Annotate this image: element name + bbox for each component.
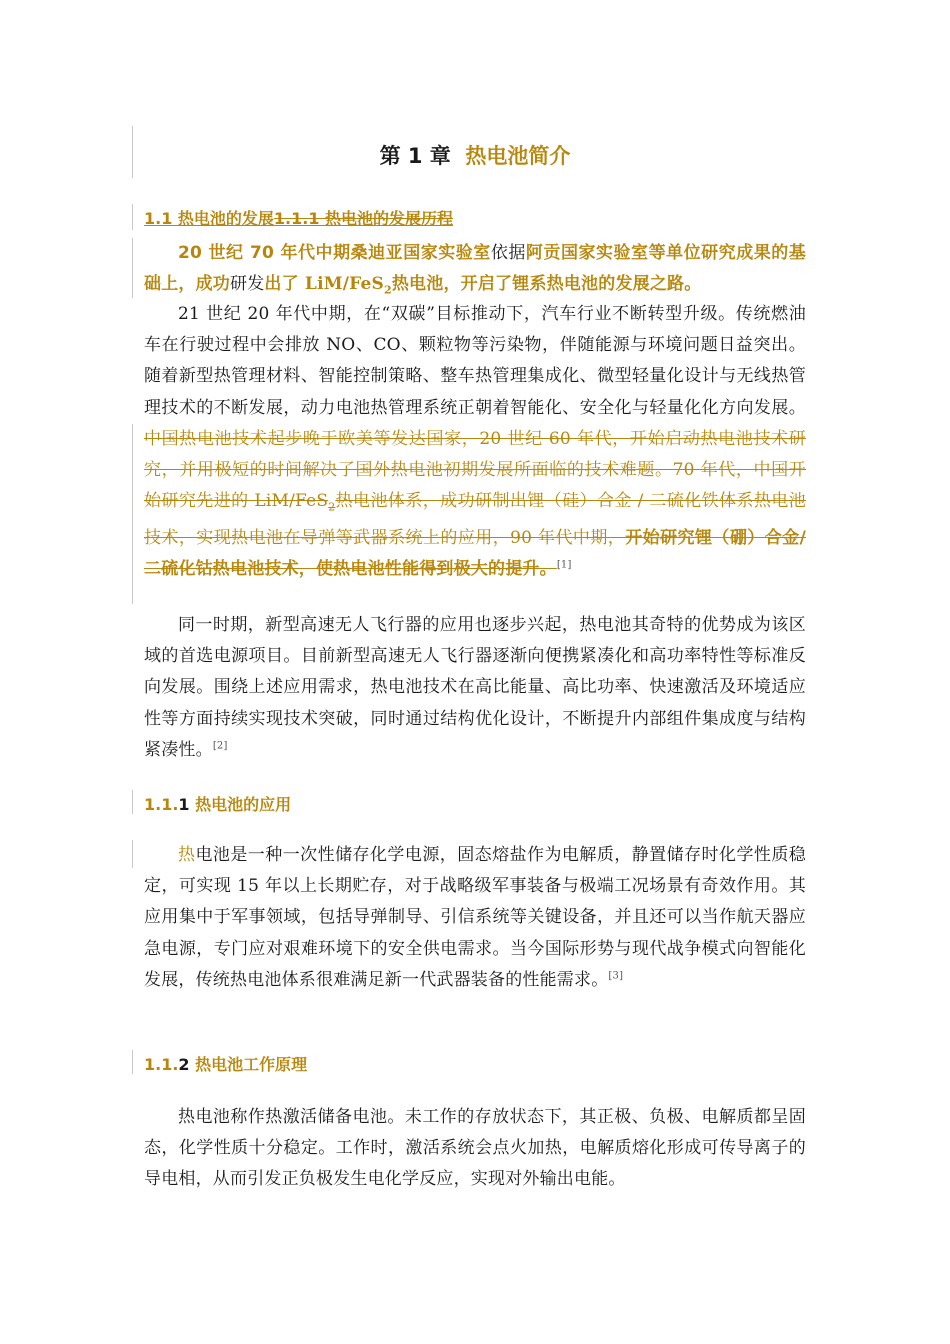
inserted-text: 热电池，开启了锂系热电池的发展之路。	[391, 274, 702, 295]
subscript: 2	[384, 283, 392, 297]
subscript: 2	[328, 500, 336, 514]
heading-title: 热电池工作原理	[195, 1055, 308, 1074]
section-heading-1-1	[144, 206, 453, 229]
paragraph-uav	[144, 610, 806, 766]
inserted-text: 出了 LiM/FeS	[264, 274, 384, 295]
paragraph-applications	[144, 840, 806, 996]
heading-part-b: 1.1.1 热电池的发展历程	[273, 209, 454, 228]
citation-ref[interactable]: [1]	[556, 559, 572, 571]
change-bar	[132, 204, 133, 230]
heading-number: 2	[178, 1055, 190, 1074]
heading-title: 热电池的应用	[195, 795, 292, 814]
chapter-title	[0, 140, 950, 170]
text-run: 电池是一种一次性储存化学电源，固态熔盐作为电解质，静置储存时化学性质稳定，可实现 15 年以上长期贮存，对于战略级军事装备与极端工况场景有奇效作用。其应用集中于军事领域，包括导弹制导、引信系统等关键设备，并且还可以当作航天器应急电源，专门应对艰难环境下的安全供电需求。当今国际形势与现代战争模式向智能化发展，传统热电池体系很难满足新一代武器装备的性能需求。	[144, 845, 806, 990]
text-run: 21 世纪 20 年代中期，在“双碳”目标推动下，汽车行业不断转型升级。传统燃油车在行驶过程中会排放 NO、CO、颗粒物等污染物，伴随能源与环境问题日益突出。随着新型热管理材料、智能控制策略、整车热管理集成化、微型轻量化设计与无线热管理技术的不断发展，动力电池热管理系统正朝着智能化、安全化与轻量化化方向发展。	[144, 304, 806, 418]
chapter-number: 第 1 章	[379, 144, 451, 168]
heading-number: 1	[178, 795, 190, 814]
heading-part-a: 1.1 热电池的发展	[144, 209, 274, 228]
change-bar	[132, 424, 133, 604]
text-run: 研发	[230, 274, 265, 295]
chapter-name: 热电池简介	[465, 144, 571, 168]
inserted-text: 热	[178, 845, 196, 865]
change-bar	[132, 790, 133, 814]
text-run: 热电池称作热激活储备电池。未工作的存放状态下，其正极、负极、电解质都呈固态，化学性质十分稳定。工作时，激活系统会点火加热，电解质熔化形成可传导离子的导电相，从而引发正负极发生电化学反应，实现对外输出电能。	[144, 1107, 806, 1190]
citation-ref[interactable]: [2]	[212, 740, 228, 752]
section-heading-principle	[144, 1052, 307, 1075]
text-run: 同一时期，新型高速无人飞行器的应用也逐步兴起，热电池其奇特的优势成为该区域的首选电源项目。目前新型高速无人飞行器逐渐向便携紧凑化和高功率特性等标准反向发展。围绕上述应用需求，热电池技术在高比能量、高比功率、快速激活及环境适应性等方面持续实现技术突破，同时通过结构优化设计，不断提升内部组件集成度与结构紧凑性。	[144, 615, 806, 760]
deleted-text: 热电池体系，成功研制出锂（硅）合金 / 二硫化铁体系热电池技术，实现热电池在导弹等武器系统上的应用，90 年代中期，	[144, 491, 806, 548]
change-bar	[132, 1050, 133, 1074]
paragraph-history	[144, 238, 806, 306]
change-bar	[132, 840, 133, 868]
paragraph-principle	[144, 1102, 806, 1196]
citation-ref[interactable]: [3]	[608, 970, 624, 982]
heading-number: 1.1.	[144, 795, 179, 814]
text-run: 依据	[490, 243, 526, 263]
change-bar	[132, 238, 133, 298]
section-heading-applications	[144, 792, 291, 815]
paragraph-development	[144, 299, 806, 585]
inserted-text: 20 世纪 70 年代中期桑迪亚国家实验室	[178, 243, 491, 263]
heading-number: 1.1.	[144, 1055, 179, 1074]
deleted-text: 开始研究锂（硼）合金/二硫化钴热电池技术，使热电池性能得到极大的提升。	[144, 527, 806, 580]
inserted-text: 阿贡国家实验室等单位研究成果的基础上，成功	[144, 243, 806, 295]
deleted-text: 中国热电池技术起步晚于欧美等发达国家，20 世纪 60 年代，开始启动热电池技术研究，并用极短的时间解决了国外热电池初期发展所面临的技术难题。70 年代，中国开始研究先进的 LiM/FeS	[144, 428, 806, 512]
